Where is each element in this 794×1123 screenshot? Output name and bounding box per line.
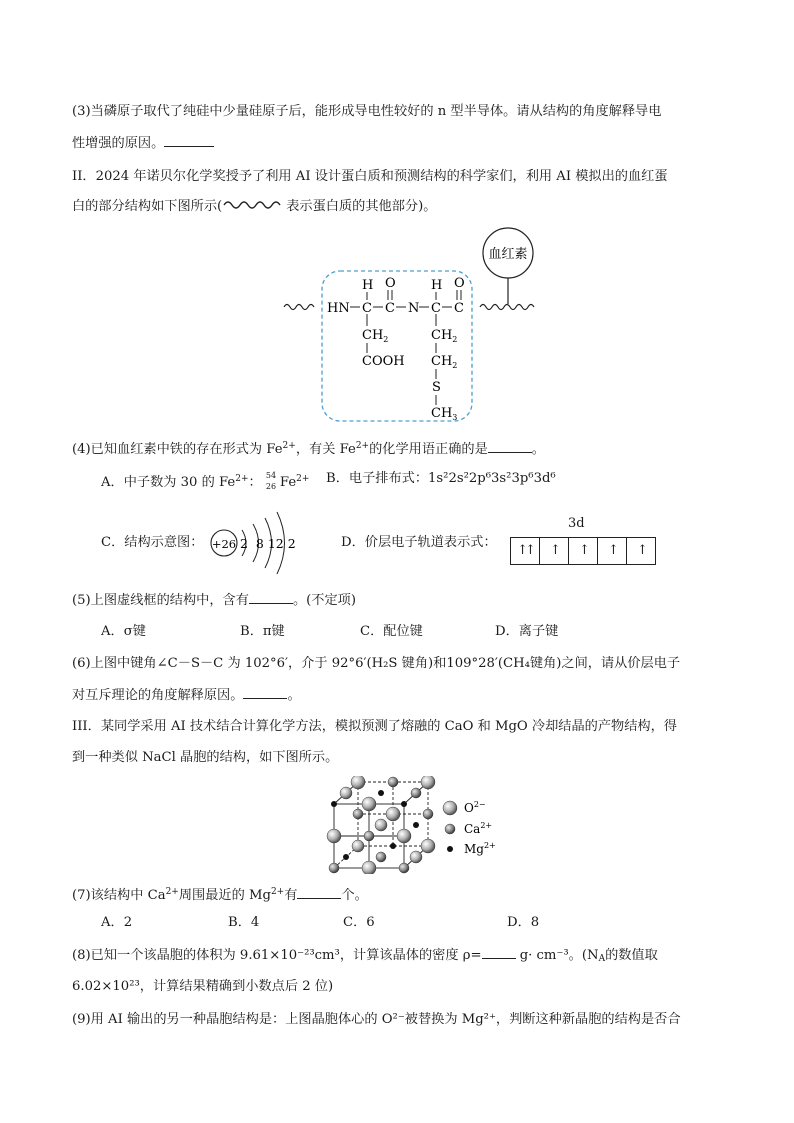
orbital-cell: ↑ xyxy=(598,538,627,564)
heme-label: 血红素 xyxy=(488,247,528,262)
orbital-cell: ↑↑ xyxy=(511,538,540,564)
q5-end: 。(不定项) xyxy=(292,593,356,608)
q4-stem-mid: ，有关 Fe xyxy=(295,442,356,457)
cooh-group: COOH xyxy=(362,354,405,369)
orbital-sublevel-label: 3d xyxy=(568,516,585,531)
legend-calcium-icon xyxy=(445,824,455,834)
part3-line1: III．某同学采用 AI 技术结合计算化学方法，模拟预测了熔融的 CaO 和 MgO 冷却结晶的产物结构，得 xyxy=(72,719,677,734)
q4-mass-number: 54 xyxy=(265,470,277,480)
q7-mg-charge: 2+ xyxy=(270,887,285,897)
q3-line2 xyxy=(72,132,727,156)
q4-option-a xyxy=(101,468,309,494)
q7-option-d: D．8 xyxy=(507,915,540,930)
q6-answer-blank[interactable] xyxy=(243,684,287,699)
q7-stem xyxy=(72,880,727,908)
q4-option-a-element: Fe xyxy=(279,475,297,490)
ch2-right-2: $CH_2$ xyxy=(431,354,458,370)
orbital-diagram xyxy=(510,537,656,565)
h2-atom: H xyxy=(431,278,443,293)
q4-atomic-number: 26 xyxy=(265,481,277,491)
c1-atom: C xyxy=(362,301,372,316)
ch2-left: $CH_2$ xyxy=(362,328,389,344)
left-wavy-icon xyxy=(284,305,314,310)
q4-option-a-charge: 2+ xyxy=(235,474,249,484)
atomic-structure-diagram xyxy=(206,508,306,578)
crystal-cell-diagram xyxy=(322,776,502,874)
q4-option-a-nuclide xyxy=(265,470,280,493)
q4-option-b: B．电子排布式：1s²2s²2p⁶3s²3p⁶3d⁶ xyxy=(326,471,556,486)
q7-end: 个。 xyxy=(341,888,368,903)
ch3-group: $CH_3$ xyxy=(431,406,458,422)
q5-option-b: B．π键 xyxy=(240,624,285,639)
q8-line1-post: 的数值取 xyxy=(605,948,658,963)
q4-option-c-label: C．结构示意图： xyxy=(101,535,204,550)
q6-line1: (6)上图中键角∠C－S－C 为 102°6′，介于 92°6′(H₂S 键角)和109°28′(CH₄键角)之间，请从价层电子 xyxy=(72,656,681,671)
q8-line1-pre: (8)已知一个该晶胞的体积为 9.61×10⁻²³cm³，计算该晶体的密度 ρ= xyxy=(72,948,482,963)
c2-atom: C xyxy=(385,301,395,316)
q7-stem-mid: 周围最近的 Mg xyxy=(178,888,271,903)
q5-stem xyxy=(72,589,727,613)
o1-atom: O xyxy=(385,276,396,291)
n-atom: N xyxy=(408,301,420,316)
q8-line1-unit: g· cm⁻³。(N xyxy=(515,948,599,963)
q8-na-subscript: A xyxy=(598,954,606,964)
q7-option-c: C．6 xyxy=(343,915,375,930)
q4-charge-2: 2+ xyxy=(355,441,370,451)
part2-line2-post: 表示蛋白质的其他部分)。 xyxy=(286,199,437,214)
nucleus-charge: +26 xyxy=(211,537,237,551)
orbital-cell: ↑ xyxy=(540,538,569,564)
part3-line2: 到一种类似 NaCl 晶胞的结构，如下图所示。 xyxy=(72,750,339,765)
hn-atom: HN xyxy=(327,301,350,316)
part2-line2 xyxy=(72,195,727,219)
electron-shells: 2 8 12 2 xyxy=(240,536,296,551)
ch2-right-1: $CH_2$ xyxy=(431,328,458,344)
q7-option-a: A．2 xyxy=(101,915,133,930)
part2-line1: II．2024 年诺贝尔化学奖授予了利用 AI 设计蛋白质和预测结构的科学家们，利用 AI 模拟出的血红蛋 xyxy=(72,169,668,184)
q4-stem-pre: (4)已知血红素中铁的存在形式为 Fe xyxy=(72,442,283,457)
legend-magnesium-label: $Mg^{2+}$ xyxy=(464,841,496,856)
orbital-cell: ↑ xyxy=(637,543,645,558)
q3-line2-text: 性增强的原因。 xyxy=(72,136,165,151)
q6-line2 xyxy=(72,684,727,708)
wavy-line-icon xyxy=(222,198,286,212)
q3-line1: (3)当磷原子取代了纯硅中少量硅原子后，能形成导电性较好的 n 型半导体。请从结构的角度解释导电 xyxy=(72,104,662,119)
c3-atom: C xyxy=(431,301,441,316)
q7-stem-post: 有 xyxy=(284,888,298,903)
dashed-frame xyxy=(322,271,472,421)
q4-end: 。 xyxy=(531,442,545,457)
legend-magnesium-icon xyxy=(447,846,453,852)
q5-option-a: A．σ键 xyxy=(101,624,146,639)
right-wavy-icon xyxy=(480,305,534,310)
q4-answer-blank[interactable] xyxy=(488,438,532,453)
q4-charge-1: 2+ xyxy=(282,441,296,451)
q6-end: 。 xyxy=(287,688,301,703)
q5-option-c: C．配位键 xyxy=(360,624,423,639)
legend-oxide-label: $O^{2-}$ xyxy=(464,800,486,815)
q5-stem-text: (5)上图虚线框的结构中，含有 xyxy=(72,593,249,608)
q8-line2: 6.02×10²³，计算结果精确到小数点后 2 位) xyxy=(72,979,334,994)
q4-option-d-label: D．价层电子轨道表示式： xyxy=(341,535,497,550)
q5-option-d: D．离子键 xyxy=(495,624,559,639)
hemoglobin-structure-diagram xyxy=(280,225,570,425)
q4-option-a-text: A．中子数为 30 的 Fe xyxy=(101,475,236,490)
q9-line1: (9)用 AI 输出的另一种晶胞结构是：上图晶胞体心的 O²⁻被替换为 Mg²⁺，判断这种新晶胞的结构是否合 xyxy=(72,1012,681,1027)
legend-oxide-icon xyxy=(443,801,457,815)
q4-stem-post: 的化学用语正确的是 xyxy=(369,442,488,457)
legend-calcium-label: $Ca^{2+}$ xyxy=(464,821,493,836)
q4-stem xyxy=(72,434,727,462)
q8-line1 xyxy=(72,944,727,971)
c4-atom: C xyxy=(454,301,464,316)
q7-answer-blank[interactable] xyxy=(297,884,341,899)
orbital-cell: ↑ xyxy=(569,538,598,564)
q7-option-b: B．4 xyxy=(228,915,260,930)
q7-ca-charge: 2+ xyxy=(165,887,179,897)
h1-atom: H xyxy=(362,278,374,293)
q5-answer-blank[interactable] xyxy=(249,589,293,604)
q3-answer-blank[interactable] xyxy=(164,132,214,147)
q6-line2-text: 对互斥理论的角度解释原因。 xyxy=(72,688,244,703)
part2-line2-pre: 白的部分结构如下图所示( xyxy=(72,199,223,214)
q8-answer-blank[interactable] xyxy=(482,944,516,959)
o2-atom: O xyxy=(454,276,465,291)
q4-option-a-element-charge: 2+ xyxy=(296,474,310,484)
q4-option-a-colon: ： xyxy=(248,475,262,490)
s-atom: S xyxy=(432,380,441,395)
q7-stem-pre: (7)该结构中 Ca xyxy=(72,888,166,903)
